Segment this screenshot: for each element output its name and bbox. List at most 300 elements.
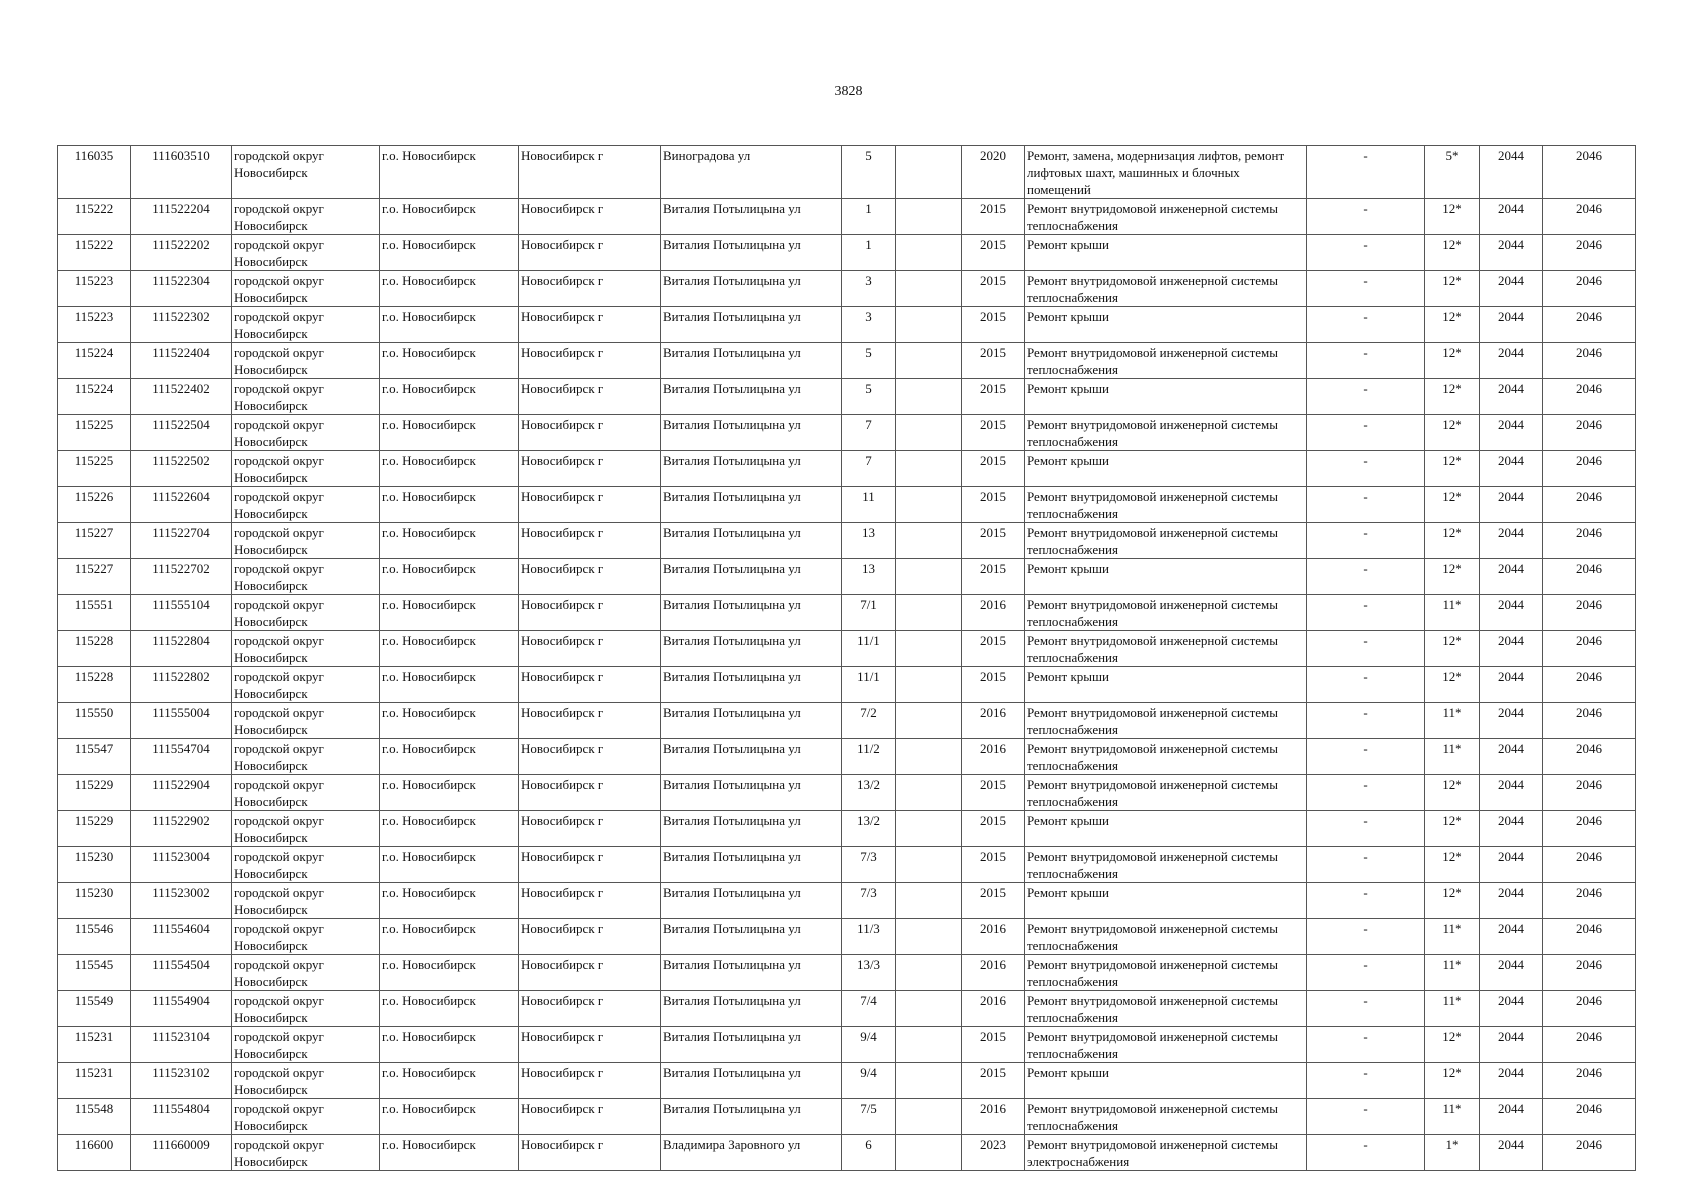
cell-id: 115551: [58, 595, 131, 631]
cell-year-end: 2046: [1543, 1099, 1636, 1135]
cell-municipality: городской округ Новосибирск: [232, 487, 380, 523]
cell-house: 11/1: [842, 667, 896, 703]
cell-municipality: городской округ Новосибирск: [232, 523, 380, 559]
cell-municipality: городской округ Новосибирск: [232, 919, 380, 955]
cell-dash: -: [1307, 847, 1425, 883]
cell-extra: [896, 235, 962, 271]
cell-municipality: городской округ Новосибирск: [232, 559, 380, 595]
cell-municipality: городской округ Новосибирск: [232, 271, 380, 307]
cell-id: 115223: [58, 271, 131, 307]
cell-code: 111522802: [131, 667, 232, 703]
cell-locality: Новосибирск г: [519, 415, 661, 451]
cell-year: 2015: [962, 415, 1025, 451]
cell-extra: [896, 1099, 962, 1135]
cell-municipality: городской округ Новосибирск: [232, 955, 380, 991]
cell-district: г.о. Новосибирск: [380, 523, 519, 559]
table-row: [58, 343, 1636, 379]
cell-work-type: Ремонт внутридомовой инженерной системы теплоснабжения: [1025, 955, 1307, 991]
cell-year-end: 2046: [1543, 146, 1636, 199]
cell-work-type: Ремонт, замена, модернизация лифтов, ремонт лифтовых шахт, машинных и блочных помещений: [1025, 146, 1307, 199]
table-row: [58, 523, 1636, 559]
table-row: [58, 775, 1636, 811]
cell-street: Виталия Потылицына ул: [661, 775, 842, 811]
cell-year-start: 2044: [1480, 487, 1543, 523]
cell-district: г.о. Новосибирск: [380, 235, 519, 271]
table-row: [58, 559, 1636, 595]
capital-repair-table: [57, 145, 1636, 1171]
table-row: [58, 199, 1636, 235]
cell-extra: [896, 631, 962, 667]
cell-work-type: Ремонт внутридомовой инженерной системы теплоснабжения: [1025, 487, 1307, 523]
cell-code: 111603510: [131, 146, 232, 199]
cell-locality: Новосибирск г: [519, 847, 661, 883]
cell-locality: Новосибирск г: [519, 146, 661, 199]
cell-district: г.о. Новосибирск: [380, 379, 519, 415]
cell-period: 12*: [1425, 631, 1480, 667]
cell-period: 12*: [1425, 451, 1480, 487]
cell-year: 2015: [962, 1063, 1025, 1099]
cell-year-end: 2046: [1543, 271, 1636, 307]
cell-extra: [896, 343, 962, 379]
cell-dash: -: [1307, 739, 1425, 775]
cell-municipality: городской округ Новосибирск: [232, 739, 380, 775]
cell-street: Виталия Потылицына ул: [661, 343, 842, 379]
cell-period: 12*: [1425, 523, 1480, 559]
cell-code: 111522702: [131, 559, 232, 595]
cell-extra: [896, 487, 962, 523]
cell-district: г.о. Новосибирск: [380, 343, 519, 379]
cell-municipality: городской округ Новосибирск: [232, 199, 380, 235]
cell-house: 3: [842, 271, 896, 307]
cell-year: 2023: [962, 1135, 1025, 1171]
cell-work-type: Ремонт внутридомовой инженерной системы теплоснабжения: [1025, 523, 1307, 559]
cell-year-start: 2044: [1480, 847, 1543, 883]
cell-house: 9/4: [842, 1063, 896, 1099]
cell-code: 111523104: [131, 1027, 232, 1063]
cell-locality: Новосибирск г: [519, 739, 661, 775]
cell-house: 7/1: [842, 595, 896, 631]
cell-extra: [896, 559, 962, 595]
cell-work-type: Ремонт внутридомовой инженерной системы теплоснабжения: [1025, 415, 1307, 451]
cell-street: Виталия Потылицына ул: [661, 1063, 842, 1099]
cell-period: 11*: [1425, 955, 1480, 991]
cell-year-end: 2046: [1543, 343, 1636, 379]
cell-municipality: городской округ Новосибирск: [232, 847, 380, 883]
cell-year-start: 2044: [1480, 955, 1543, 991]
cell-street: Виталия Потылицына ул: [661, 451, 842, 487]
table-row: [58, 487, 1636, 523]
cell-code: 111554704: [131, 739, 232, 775]
cell-period: 12*: [1425, 343, 1480, 379]
cell-district: г.о. Новосибирск: [380, 487, 519, 523]
cell-house: 5: [842, 379, 896, 415]
cell-year-end: 2046: [1543, 559, 1636, 595]
cell-id: 115222: [58, 235, 131, 271]
cell-year-end: 2046: [1543, 847, 1636, 883]
cell-municipality: городской округ Новосибирск: [232, 1027, 380, 1063]
cell-extra: [896, 955, 962, 991]
cell-year: 2015: [962, 631, 1025, 667]
cell-dash: -: [1307, 415, 1425, 451]
cell-street: Виталия Потылицына ул: [661, 271, 842, 307]
cell-dash: -: [1307, 919, 1425, 955]
cell-extra: [896, 595, 962, 631]
cell-locality: Новосибирск г: [519, 379, 661, 415]
cell-code: 111660009: [131, 1135, 232, 1171]
cell-period: 12*: [1425, 199, 1480, 235]
cell-house: 7/2: [842, 703, 896, 739]
cell-dash: -: [1307, 451, 1425, 487]
cell-year-start: 2044: [1480, 991, 1543, 1027]
cell-house: 9/4: [842, 1027, 896, 1063]
cell-id: 115224: [58, 343, 131, 379]
cell-dash: -: [1307, 199, 1425, 235]
cell-house: 13: [842, 559, 896, 595]
cell-work-type: Ремонт внутридомовой инженерной системы теплоснабжения: [1025, 199, 1307, 235]
cell-extra: [896, 1027, 962, 1063]
cell-work-type: Ремонт внутридомовой инженерной системы теплоснабжения: [1025, 919, 1307, 955]
cell-period: 12*: [1425, 271, 1480, 307]
cell-year-end: 2046: [1543, 595, 1636, 631]
cell-year-start: 2044: [1480, 919, 1543, 955]
cell-code: 111554504: [131, 955, 232, 991]
cell-year-end: 2046: [1543, 739, 1636, 775]
table-row: [58, 811, 1636, 847]
cell-house: 7/3: [842, 883, 896, 919]
cell-municipality: городской округ Новосибирск: [232, 415, 380, 451]
cell-year-end: 2046: [1543, 667, 1636, 703]
cell-code: 111555104: [131, 595, 232, 631]
cell-street: Виталия Потылицына ул: [661, 667, 842, 703]
cell-work-type: Ремонт внутридомовой инженерной системы теплоснабжения: [1025, 991, 1307, 1027]
cell-municipality: городской округ Новосибирск: [232, 883, 380, 919]
cell-municipality: городской округ Новосибирск: [232, 235, 380, 271]
cell-year: 2015: [962, 235, 1025, 271]
cell-work-type: Ремонт крыши: [1025, 883, 1307, 919]
cell-period: 11*: [1425, 739, 1480, 775]
cell-street: Виталия Потылицына ул: [661, 811, 842, 847]
table-row: [58, 379, 1636, 415]
cell-municipality: городской округ Новосибирск: [232, 451, 380, 487]
cell-work-type: Ремонт крыши: [1025, 667, 1307, 703]
table-row: [58, 703, 1636, 739]
cell-year-start: 2044: [1480, 631, 1543, 667]
cell-code: 111522404: [131, 343, 232, 379]
cell-house: 5: [842, 343, 896, 379]
cell-year: 2015: [962, 199, 1025, 235]
cell-dash: -: [1307, 703, 1425, 739]
cell-year-start: 2044: [1480, 146, 1543, 199]
cell-locality: Новосибирск г: [519, 919, 661, 955]
cell-year: 2016: [962, 919, 1025, 955]
cell-municipality: городской округ Новосибирск: [232, 379, 380, 415]
table-row: [58, 919, 1636, 955]
table-row: [58, 1063, 1636, 1099]
cell-house: 13/2: [842, 811, 896, 847]
cell-year-start: 2044: [1480, 1099, 1543, 1135]
cell-code: 111522902: [131, 811, 232, 847]
cell-period: 12*: [1425, 487, 1480, 523]
cell-house: 11/2: [842, 739, 896, 775]
cell-municipality: городской округ Новосибирск: [232, 1063, 380, 1099]
cell-id: 115548: [58, 1099, 131, 1135]
cell-street: Виталия Потылицына ул: [661, 703, 842, 739]
cell-extra: [896, 703, 962, 739]
cell-municipality: городской округ Новосибирск: [232, 775, 380, 811]
cell-year: 2016: [962, 595, 1025, 631]
cell-extra: [896, 199, 962, 235]
cell-locality: Новосибирск г: [519, 595, 661, 631]
cell-work-type: Ремонт внутридомовой инженерной системы теплоснабжения: [1025, 775, 1307, 811]
cell-work-type: Ремонт крыши: [1025, 307, 1307, 343]
cell-district: г.о. Новосибирск: [380, 307, 519, 343]
cell-period: 12*: [1425, 883, 1480, 919]
cell-locality: Новосибирск г: [519, 487, 661, 523]
cell-district: г.о. Новосибирск: [380, 1099, 519, 1135]
cell-house: 5: [842, 146, 896, 199]
cell-id: 115228: [58, 667, 131, 703]
cell-street: Виноградова ул: [661, 146, 842, 199]
cell-street: Виталия Потылицына ул: [661, 487, 842, 523]
table-row: [58, 271, 1636, 307]
cell-year: 2015: [962, 523, 1025, 559]
cell-locality: Новосибирск г: [519, 199, 661, 235]
cell-period: 12*: [1425, 235, 1480, 271]
table-row: [58, 1027, 1636, 1063]
cell-district: г.о. Новосибирск: [380, 703, 519, 739]
cell-extra: [896, 991, 962, 1027]
cell-extra: [896, 379, 962, 415]
cell-year-end: 2046: [1543, 775, 1636, 811]
cell-dash: -: [1307, 1027, 1425, 1063]
cell-year-start: 2044: [1480, 559, 1543, 595]
cell-dash: -: [1307, 146, 1425, 199]
cell-locality: Новосибирск г: [519, 523, 661, 559]
cell-year: 2015: [962, 343, 1025, 379]
table-row: [58, 146, 1636, 199]
cell-street: Виталия Потылицына ул: [661, 1099, 842, 1135]
cell-year-end: 2046: [1543, 703, 1636, 739]
cell-year-end: 2046: [1543, 919, 1636, 955]
cell-code: 111523102: [131, 1063, 232, 1099]
cell-year-end: 2046: [1543, 199, 1636, 235]
cell-locality: Новосибирск г: [519, 775, 661, 811]
cell-period: 1*: [1425, 1135, 1480, 1171]
cell-work-type: Ремонт внутридомовой инженерной системы теплоснабжения: [1025, 631, 1307, 667]
table-body: [58, 146, 1636, 1171]
cell-dash: -: [1307, 379, 1425, 415]
cell-extra: [896, 667, 962, 703]
cell-year: 2016: [962, 955, 1025, 991]
table-row: [58, 883, 1636, 919]
cell-id: 115547: [58, 739, 131, 775]
cell-dash: -: [1307, 955, 1425, 991]
cell-dash: -: [1307, 343, 1425, 379]
table-row: [58, 991, 1636, 1027]
cell-house: 6: [842, 1135, 896, 1171]
cell-year-start: 2044: [1480, 307, 1543, 343]
cell-locality: Новосибирск г: [519, 667, 661, 703]
cell-street: Виталия Потылицына ул: [661, 379, 842, 415]
cell-extra: [896, 919, 962, 955]
cell-municipality: городской округ Новосибирск: [232, 307, 380, 343]
cell-locality: Новосибирск г: [519, 883, 661, 919]
cell-id: 115229: [58, 775, 131, 811]
table-row: [58, 955, 1636, 991]
cell-dash: -: [1307, 883, 1425, 919]
cell-year-start: 2044: [1480, 739, 1543, 775]
cell-year-end: 2046: [1543, 991, 1636, 1027]
cell-street: Виталия Потылицына ул: [661, 739, 842, 775]
cell-extra: [896, 415, 962, 451]
cell-locality: Новосибирск г: [519, 451, 661, 487]
cell-code: 111522202: [131, 235, 232, 271]
cell-year-end: 2046: [1543, 631, 1636, 667]
cell-period: 12*: [1425, 1027, 1480, 1063]
cell-period: 11*: [1425, 703, 1480, 739]
cell-work-type: Ремонт крыши: [1025, 379, 1307, 415]
cell-district: г.о. Новосибирск: [380, 595, 519, 631]
cell-municipality: городской округ Новосибирск: [232, 1135, 380, 1171]
cell-year-end: 2046: [1543, 235, 1636, 271]
cell-year-start: 2044: [1480, 415, 1543, 451]
cell-year: 2015: [962, 559, 1025, 595]
cell-year-start: 2044: [1480, 271, 1543, 307]
table-row: [58, 631, 1636, 667]
table-row: [58, 415, 1636, 451]
cell-house: 3: [842, 307, 896, 343]
table-row: [58, 847, 1636, 883]
table-row: [58, 1135, 1636, 1171]
cell-street: Виталия Потылицына ул: [661, 955, 842, 991]
cell-house: 13/3: [842, 955, 896, 991]
cell-id: 115228: [58, 631, 131, 667]
cell-dash: -: [1307, 811, 1425, 847]
cell-municipality: городской округ Новосибирск: [232, 1099, 380, 1135]
cell-street: Виталия Потылицына ул: [661, 919, 842, 955]
table-row: [58, 451, 1636, 487]
cell-year: 2015: [962, 775, 1025, 811]
cell-district: г.о. Новосибирск: [380, 739, 519, 775]
cell-district: г.о. Новосибирск: [380, 451, 519, 487]
cell-dash: -: [1307, 523, 1425, 559]
cell-year-start: 2044: [1480, 1027, 1543, 1063]
cell-id: 115223: [58, 307, 131, 343]
cell-dash: -: [1307, 235, 1425, 271]
cell-district: г.о. Новосибирск: [380, 146, 519, 199]
cell-year-end: 2046: [1543, 811, 1636, 847]
cell-id: 115545: [58, 955, 131, 991]
cell-work-type: Ремонт внутридомовой инженерной системы теплоснабжения: [1025, 703, 1307, 739]
cell-year-start: 2044: [1480, 235, 1543, 271]
cell-code: 111522402: [131, 379, 232, 415]
cell-year-end: 2046: [1543, 1063, 1636, 1099]
cell-id: 115225: [58, 451, 131, 487]
cell-code: 111554604: [131, 919, 232, 955]
cell-code: 111522704: [131, 523, 232, 559]
cell-work-type: Ремонт внутридомовой инженерной системы теплоснабжения: [1025, 739, 1307, 775]
cell-year-start: 2044: [1480, 811, 1543, 847]
cell-house: 1: [842, 199, 896, 235]
cell-locality: Новосибирск г: [519, 1135, 661, 1171]
cell-id: 115227: [58, 559, 131, 595]
cell-year-start: 2044: [1480, 523, 1543, 559]
cell-house: 7/4: [842, 991, 896, 1027]
cell-street: Владимира Заровного ул: [661, 1135, 842, 1171]
cell-dash: -: [1307, 667, 1425, 703]
cell-district: г.о. Новосибирск: [380, 775, 519, 811]
cell-period: 11*: [1425, 991, 1480, 1027]
cell-municipality: городской округ Новосибирск: [232, 343, 380, 379]
cell-district: г.о. Новосибирск: [380, 1027, 519, 1063]
table-row: [58, 667, 1636, 703]
cell-year-start: 2044: [1480, 703, 1543, 739]
cell-year-start: 2044: [1480, 379, 1543, 415]
cell-dash: -: [1307, 271, 1425, 307]
cell-year: 2016: [962, 703, 1025, 739]
cell-district: г.о. Новосибирск: [380, 415, 519, 451]
cell-year: 2015: [962, 379, 1025, 415]
cell-id: 115229: [58, 811, 131, 847]
cell-year-end: 2046: [1543, 307, 1636, 343]
cell-year-start: 2044: [1480, 775, 1543, 811]
cell-id: 115231: [58, 1027, 131, 1063]
cell-work-type: Ремонт крыши: [1025, 811, 1307, 847]
cell-extra: [896, 307, 962, 343]
cell-street: Виталия Потылицына ул: [661, 235, 842, 271]
cell-year: 2015: [962, 1027, 1025, 1063]
cell-locality: Новосибирск г: [519, 703, 661, 739]
cell-year-start: 2044: [1480, 343, 1543, 379]
cell-locality: Новосибирск г: [519, 955, 661, 991]
cell-dash: -: [1307, 595, 1425, 631]
cell-house: 11: [842, 487, 896, 523]
cell-extra: [896, 739, 962, 775]
cell-extra: [896, 883, 962, 919]
cell-work-type: Ремонт внутридомовой инженерной системы теплоснабжения: [1025, 343, 1307, 379]
cell-street: Виталия Потылицына ул: [661, 523, 842, 559]
cell-period: 12*: [1425, 847, 1480, 883]
cell-house: 11/3: [842, 919, 896, 955]
cell-id: 115231: [58, 1063, 131, 1099]
cell-street: Виталия Потылицына ул: [661, 1027, 842, 1063]
cell-district: г.о. Новосибирск: [380, 811, 519, 847]
cell-dash: -: [1307, 559, 1425, 595]
cell-dash: -: [1307, 631, 1425, 667]
cell-dash: -: [1307, 487, 1425, 523]
cell-code: 111554804: [131, 1099, 232, 1135]
cell-period: 5*: [1425, 146, 1480, 199]
cell-period: 12*: [1425, 307, 1480, 343]
cell-work-type: Ремонт крыши: [1025, 235, 1307, 271]
cell-code: 111522302: [131, 307, 232, 343]
cell-year-end: 2046: [1543, 1135, 1636, 1171]
cell-municipality: городской округ Новосибирск: [232, 667, 380, 703]
cell-district: г.о. Новосибирск: [380, 919, 519, 955]
cell-work-type: Ремонт крыши: [1025, 559, 1307, 595]
cell-period: 11*: [1425, 919, 1480, 955]
cell-code: 111522804: [131, 631, 232, 667]
cell-year-start: 2044: [1480, 451, 1543, 487]
cell-locality: Новосибирск г: [519, 991, 661, 1027]
cell-street: Виталия Потылицына ул: [661, 307, 842, 343]
cell-year-end: 2046: [1543, 883, 1636, 919]
cell-year: 2015: [962, 847, 1025, 883]
cell-id: 115222: [58, 199, 131, 235]
cell-period: 12*: [1425, 379, 1480, 415]
cell-work-type: Ремонт внутридомовой инженерной системы теплоснабжения: [1025, 1099, 1307, 1135]
cell-locality: Новосибирск г: [519, 1027, 661, 1063]
